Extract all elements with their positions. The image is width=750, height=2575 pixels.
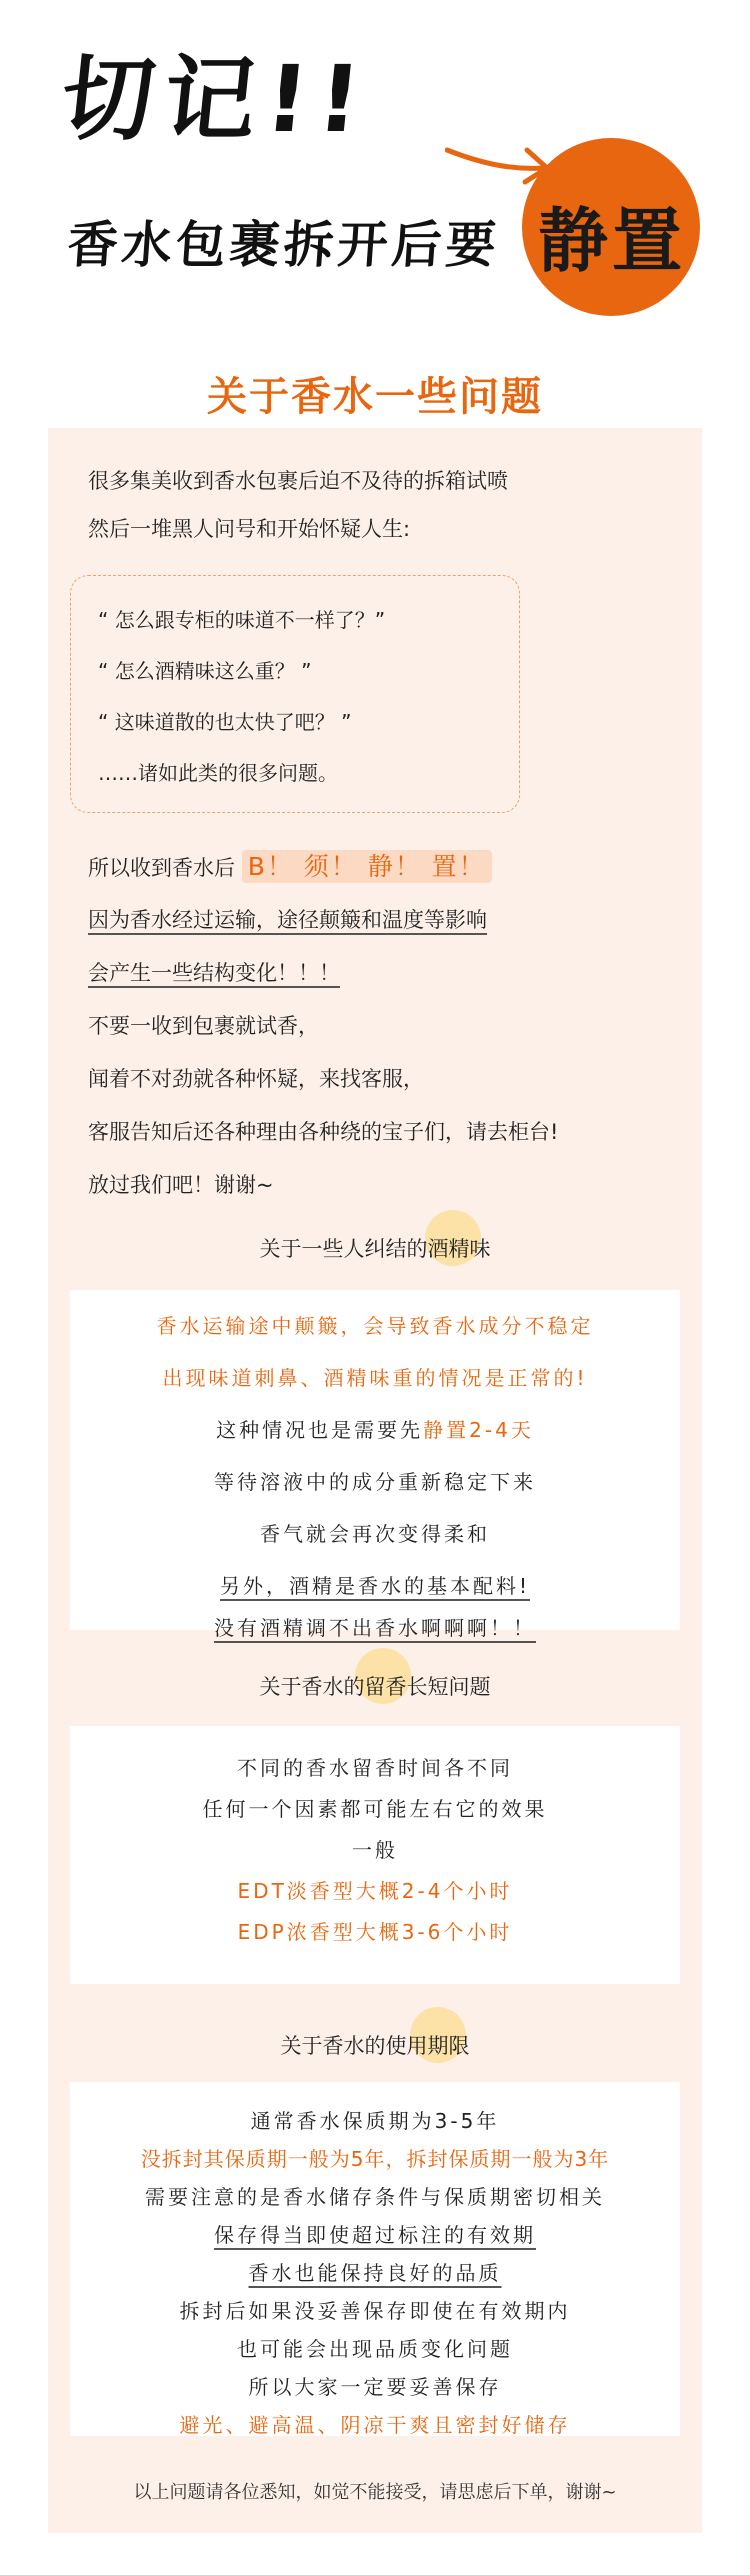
card3-line-3: 需要注意的是香水储存条件与保质期密切相关 bbox=[145, 2185, 605, 2209]
card2-line-1: 不同的香水留香时间各不同 bbox=[237, 1756, 513, 1780]
intro-line-7: 闻着不对劲就各种怀疑，来找客服， bbox=[88, 1067, 424, 1091]
card2-title: 关于香水的留香长短问题 bbox=[259, 1675, 491, 1699]
card3-line-9: 避光、避高温、阴凉干爽且密封好储存 bbox=[179, 2413, 571, 2437]
card3-line-4 bbox=[0, 2219, 750, 2248]
card3-line-5-text: 香水也能保持良好的品质 bbox=[248, 2261, 502, 2285]
intro-line-8: 客服告知后还各种理由各种绕的宝子们，请去柜台! bbox=[88, 1120, 559, 1144]
intro-line-5-text: 会产生一些结构变化！！！ bbox=[88, 961, 340, 985]
card1-line-3-prefix: 这种情况也是需要先 bbox=[216, 1418, 424, 1442]
card2-line-5: EDP浓香型大概3-6个小时 bbox=[237, 1920, 513, 1944]
card3-line-4-text: 保存得当即使超过标注的有效期 bbox=[214, 2223, 536, 2247]
quote-3: “ 这味道散的也太快了吧？ ” bbox=[98, 710, 352, 734]
card1-line-7-text: 没有酒精调不出香水啊啊啊！！ bbox=[214, 1616, 536, 1640]
card1-line-3 bbox=[0, 1414, 750, 1443]
intro-line-4-text: 因为香水经过运输，途径颠簸和温度等影响 bbox=[88, 908, 487, 932]
card3-line-7: 也可能会出现品质变化问题 bbox=[237, 2337, 513, 2361]
quote-1: “ 怎么跟专柜的味道不一样了？” bbox=[98, 608, 386, 632]
intro-line-4 bbox=[88, 905, 487, 935]
card1-line-7 bbox=[0, 1612, 750, 1641]
intro-line-5 bbox=[88, 958, 340, 988]
card2-line-2: 任何一个因素都可能左右它的效果 bbox=[202, 1797, 548, 1821]
quote-2: “ 怎么酒精味这么重？ ” bbox=[98, 659, 312, 683]
card3-line-8: 所以大家一定要妥善保存 bbox=[248, 2375, 502, 2399]
intro-line-3-prefix: 所以收到香水后 bbox=[88, 856, 235, 880]
card2-line-3: 一般 bbox=[352, 1838, 398, 1862]
footer-note: 以上问题请各位悉知，如觉不能接受，请思虑后下单，谢谢~ bbox=[133, 2482, 617, 2503]
quote-4: ……诸如此类的很多问题。 bbox=[98, 761, 338, 785]
intro-line-2: 然后一堆黑人问号和开始怀疑人生: bbox=[88, 517, 411, 541]
badge-text: 静置 bbox=[538, 200, 686, 282]
card3-title: 关于香水的使用期限 bbox=[280, 2034, 470, 2058]
card1-line-1: 香水运输途中颠簸，会导致香水成分不稳定 bbox=[156, 1314, 594, 1338]
card1-line-2: 出现味道刺鼻、酒精味重的情况是正常的! bbox=[162, 1366, 588, 1390]
card1-line-6 bbox=[0, 1570, 750, 1599]
intro-line-9: 放过我们吧！谢谢~ bbox=[88, 1173, 274, 1197]
card3-line-2: 没拆封其保质期一般为5年，拆封保质期一般为3年 bbox=[140, 2147, 610, 2171]
intro-line-6: 不要一收到包裹就试香， bbox=[88, 1014, 319, 1038]
card1-line-4: 等待溶液中的成分重新稳定下来 bbox=[214, 1470, 536, 1494]
card3-line-5 bbox=[0, 2257, 750, 2286]
header-subtitle: 香水包裹拆开后要 bbox=[65, 216, 502, 274]
section-title: 关于香水一些问题 bbox=[207, 374, 543, 420]
must-rest-emphasis: B！ 须！ 静！ 置！ bbox=[242, 850, 492, 883]
card1-line-6-text: 另外，酒精是香水的基本配料! bbox=[219, 1574, 531, 1598]
intro-line-3 bbox=[88, 852, 492, 883]
card3-line-6: 拆封后如果没妥善保存即使在有效期内 bbox=[179, 2299, 571, 2323]
card1-title: 关于一些人纠结的酒精味 bbox=[259, 1237, 491, 1261]
card3-line-1: 通常香水保质期为3-5年 bbox=[250, 2109, 500, 2133]
header-title: 切记!! bbox=[56, 46, 376, 153]
card2-line-4: EDT淡香型大概2-4个小时 bbox=[237, 1879, 513, 1903]
intro-line-1: 很多集美收到香水包裹后迫不及待的拆箱试喷 bbox=[88, 469, 508, 493]
card1-line-5: 香气就会再次变得柔和 bbox=[260, 1522, 490, 1546]
rest-duration: 静置2-4天 bbox=[423, 1418, 534, 1442]
